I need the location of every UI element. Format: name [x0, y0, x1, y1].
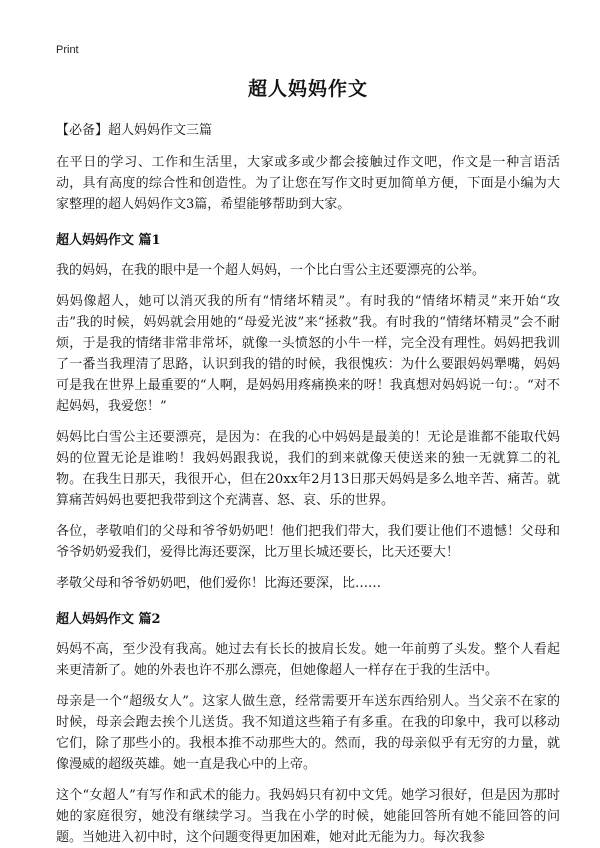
paragraph: 各位，孝敬咱们的父母和爷爷奶奶吧！他们把我们带大，我们要让他们不遗憾！父母和爷爷奶奶爱我们，爱得比海还要深，比万里长城还要长，比天还要大！ [56, 524, 560, 560]
section-heading-2: 超人妈妈作文 篇2 [56, 612, 161, 627]
intro-paragraph: 在平日的学习、工作和生活里，大家或多或少都会接触过作文吧，作文是一种言语活动，具有高度的综合性和创造性。为了让您在写作文时更加简单方便，下面是小编为大家整理的超人妈妈作文3篇，希望能够帮助到大家。 [56, 155, 560, 212]
paragraph: 孝敬父母和爷爷奶奶吧，他们爱你！比海还要深，比…… [56, 576, 382, 591]
document-subtitle: 【必备】超人妈妈作文三篇 [56, 123, 213, 138]
paragraph: 妈妈像超人，她可以消灭我的所有“情绪坏精灵”。有时我的“情绪坏精灵”来开始“攻击”我的时候，妈妈就会用她的“母爱光波”来“拯救”我。有时我的“情绪坏精灵”会不耐烦，于是我的情绪非常非常坏，就像一头愤怒的小牛一样，完全没有理性。妈妈把我训了一番当我理清了思路，认识到我的错的时候，我很愧疚：为什么要跟妈妈犟嘴，妈妈可是我在世界上最重要的“人啊，是妈妈用疼痛换来的呀！我真想对妈妈说一句：。“对不起妈妈，我爱您！” [56, 294, 560, 414]
paragraph: 这个“女超人”有写作和武术的能力。我妈妈只有初中文凭。她学习很好，但是因为那时她的家庭很穷，她没有继续学习。当我在小学的时候，她能回答所有她不能回答的问题。当她进入初中时，这个问题变得更加困难，她对此无能为力。每次我参 [56, 788, 560, 845]
paragraph: 母亲是一个“超级女人”。这家人做生意，经常需要开车送东西给别人。当父亲不在家的时候，母亲会跑去挨个儿送货。我不知道这些箱子有多重。在我的印象中，我可以移动它们，除了那些小的。我根本推不动那些大的。然而，我的母亲似乎有无穷的力量，就像漫威的超级英雄。她一直是我心中的上帝。 [56, 694, 560, 772]
paragraph: 妈妈比白雪公主还要漂亮，是因为：在我的心中妈妈是最美的！无论是谁都不能取代妈妈的位置无论是谁哟！我妈妈跟我说，我们的到来就像天使送来的独一无就算二的礼物。在我生日那天，我很开心，但在20xx年2月13日那天妈妈是多么地辛苦、痛苦。就算痛苦妈妈也要把我带到这个充满喜、怒、哀、乐的世界。 [56, 430, 560, 508]
print-link[interactable]: Print [56, 44, 79, 56]
paragraph: 我的妈妈，在我的眼中是一个超人妈妈，一个比白雪公主还要漂亮的公举。 [56, 263, 486, 278]
paragraph: 妈妈不高，至少没有我高。她过去有长长的披肩长发。她一年前剪了头发。整个人看起来更清新了。她的外表也许不那么漂亮，但她像超人一样存在于我的生活中。 [56, 642, 560, 678]
page-title: 超人妈妈作文 [247, 78, 368, 100]
section-heading-1: 超人妈妈作文 篇1 [56, 233, 161, 248]
